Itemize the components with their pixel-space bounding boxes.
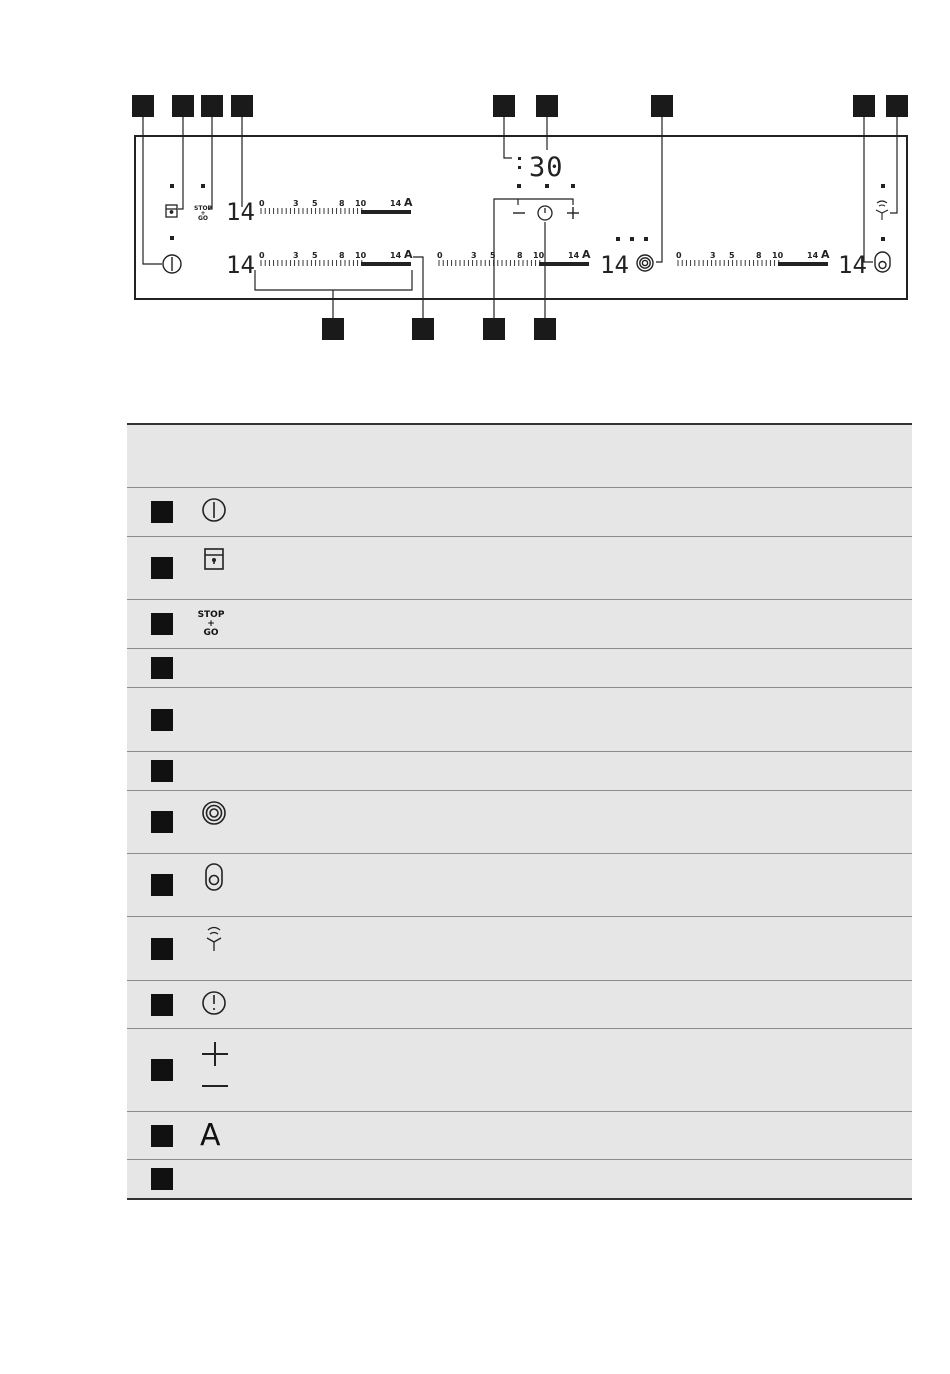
power-scale[interactable] [676,248,830,266]
legend-description-cell [267,981,912,1029]
scale-label: 14 [390,199,402,208]
panel-stop-label: STOP [194,205,212,212]
callout-number-box [151,709,173,731]
scale-label: 3 [710,251,716,260]
legend-number-cell [127,752,197,791]
legend-number-cell [127,688,197,752]
legend-symbol-cell [197,1160,267,1199]
scale-label: 8 [339,199,345,208]
power-level-display: 14 [226,251,255,279]
scale-label: 10 [533,251,545,260]
legend-row [127,688,912,752]
legend-number-cell [127,1029,197,1112]
legend-row [127,649,912,688]
callout-number-box [151,557,173,579]
callout-number-box [151,501,173,523]
callout-boxes-top [132,95,908,117]
legend-symbol-cell [197,752,267,791]
legend-header-row [127,424,912,488]
legend-symbol-cell [197,1112,267,1160]
fan-icon [200,925,267,958]
scale-label: 0 [259,199,265,208]
scale-label: 0 [676,251,682,260]
scale-label: A [404,196,413,209]
scale-label: A [821,248,830,261]
callout-number-box [151,938,173,960]
legend-row [127,488,912,537]
callout-number-box [151,760,173,782]
legend-number-cell [127,537,197,600]
callout-number-box [151,1125,173,1147]
legend-row [127,1160,912,1199]
leader-lines [143,117,897,318]
panel-plus-icon[interactable] [567,207,579,219]
scale-label: 3 [293,251,299,260]
legend-symbol-cell [197,488,267,537]
legend-row [127,537,912,600]
panel-lock-icon[interactable] [166,205,177,217]
legend-description-cell [267,688,912,752]
scale-label: 3 [293,199,299,208]
hob2hood-icon [200,862,267,897]
callout-boxes-bottom [322,318,556,340]
control-panel-diagram [0,0,950,360]
legend-description-cell [267,1160,912,1199]
power-icon [200,496,267,529]
svg-text:+: + [200,210,206,217]
scale-label: A [582,248,591,261]
callout-number-box [151,994,173,1016]
legend-number-cell [127,981,197,1029]
legend-description-cell [267,537,912,600]
scale-label: 0 [259,251,265,260]
panel-bridge-icon[interactable] [637,255,653,271]
legend-description-cell [267,649,912,688]
scale-label: 14 [568,251,580,260]
scale-label: 5 [312,199,318,208]
scale-label: A [404,248,413,261]
power-displays [226,198,867,279]
power-level-display: 14 [600,251,629,279]
legend-description-cell [267,600,912,649]
power-level-display: 14 [226,198,255,226]
stop-go-go-label: GO [203,627,219,638]
legend-symbol-cell [197,1029,267,1112]
scale-label: 8 [517,251,523,260]
legend-row [127,1029,912,1112]
legend-description-cell [267,854,912,917]
callout-number-box [151,613,173,635]
legend-row [127,854,912,917]
lock-icon [200,545,267,578]
scale-label: 3 [471,251,477,260]
power-level-display: 14 [838,251,867,279]
legend-symbol-cell [197,600,267,649]
legend-row [127,600,912,649]
letter-a-icon: A [200,1117,221,1153]
panel-power-icon[interactable] [163,255,181,273]
callout-number-box [151,657,173,679]
legend-number-cell [127,1112,197,1160]
legend-symbol-cell [197,854,267,917]
power-scale[interactable] [437,248,591,266]
legend-description-cell [267,917,912,981]
scale-label: 14 [390,251,402,260]
scale-label: 8 [756,251,762,260]
legend-row [127,752,912,791]
scale-label: 0 [437,251,443,260]
legend-symbol-cell [197,917,267,981]
legend-number-cell [127,488,197,537]
legend-symbol-cell [197,791,267,854]
scale-label: 5 [729,251,735,260]
panel-fan-icon[interactable] [876,201,888,220]
legend-number-cell [127,854,197,917]
legend-number-cell [127,791,197,854]
legend-row [127,981,912,1029]
panel-hob2hood-icon[interactable] [875,252,890,272]
legend-row [127,1112,912,1160]
legend-table [127,423,912,1200]
power-scale[interactable] [259,196,413,214]
timer-icon [200,989,267,1022]
legend-description-cell [267,1112,912,1160]
scale-label: 14 [807,251,819,260]
callout-number-box [151,811,173,833]
callout-number-box [151,874,173,896]
stop-go-icon [197,611,225,638]
legend-symbol-cell [197,688,267,752]
legend-symbol-cell [197,537,267,600]
panel-go-label: GO [197,215,209,222]
bridge-icon [200,799,267,832]
legend-description-cell [267,752,912,791]
stop-go-stop-label: STOP [197,609,225,620]
scale-label: 10 [355,251,367,260]
timer-display: 30 [529,152,564,183]
scale-label: 10 [772,251,784,260]
legend-number-cell [127,649,197,688]
legend-number-cell [127,1160,197,1199]
power-scale[interactable] [259,248,413,266]
scale-label: 10 [355,199,367,208]
panel-timer-icon[interactable] [538,206,552,220]
panel-stop-go-icon[interactable] [194,205,213,222]
legend-description-cell [267,488,912,537]
scale-label: 8 [339,251,345,260]
legend-number-cell [127,600,197,649]
legend-symbol-cell [197,981,267,1029]
legend-row [127,917,912,981]
legend-number-cell [127,917,197,981]
scale-label: 5 [490,251,496,260]
legend-row [127,791,912,854]
callout-number-box [151,1168,173,1190]
legend-description-cell [267,791,912,854]
stop-go-plus-label: + [207,618,215,629]
plus-minus-icon [200,1040,267,1101]
scale-label: 5 [312,251,318,260]
legend-description-cell [267,1029,912,1112]
legend-symbol-cell [197,649,267,688]
callout-number-box [151,1059,173,1081]
